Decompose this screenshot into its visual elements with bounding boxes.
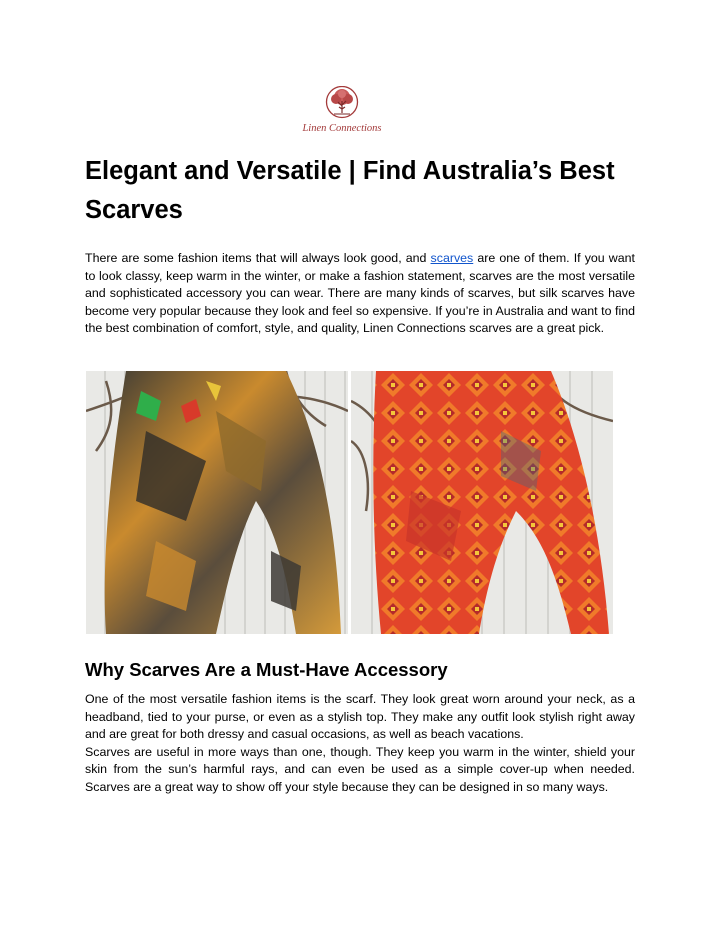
intro-text-end: are one of them. If you want to look classy, keep warm in the winter, or make a fashion statement, scarves are the most versatile and sophisticated accessory you can wear. There are many kinds of scarves, but silk scarves have become very popular because they look and feel so expensive. If you’re in Australia and want to find the best combination of comfort, style, and quality, Linen Connections scarves are a great pick. [85,251,635,335]
red-kilim-scarf-photo [351,371,613,634]
intro-paragraph [85,250,635,338]
section-paragraph-2: Scarves are useful in more ways than one, though. They keep you warm in the winter, shield your skin from the sun’s harmful rays, and can even be used as a simple cover-up when needed. Scarves are a great way to show off your style because they can be designed in so many ways. [85,744,635,794]
page-title: Elegant and Versatile | Find Australia’s Best Scarves [85,157,615,224]
intro-text-start: There are some fashion items that will always look good, and [85,251,431,265]
brand-logo [300,86,384,138]
section-heading: Why Scarves Are a Must-Have Accessory [85,659,448,680]
logo-wordmark: Linen Connections [302,123,382,134]
scarf-photo-row [86,371,613,634]
section-paragraph-1: One of the most versatile fashion items is the scarf. They look great worn around your neck, as a headband, tied to your purse, or even as a stylish top. They make any outfit look stylish right away and are great for both dressy and casual occasions, as well as beach vacations. [85,692,635,741]
section-body [85,691,635,796]
scarves-link[interactable]: scarves [430,251,474,265]
dark-ochre-scarf-photo [86,371,348,634]
tree-logo-icon [324,86,360,120]
